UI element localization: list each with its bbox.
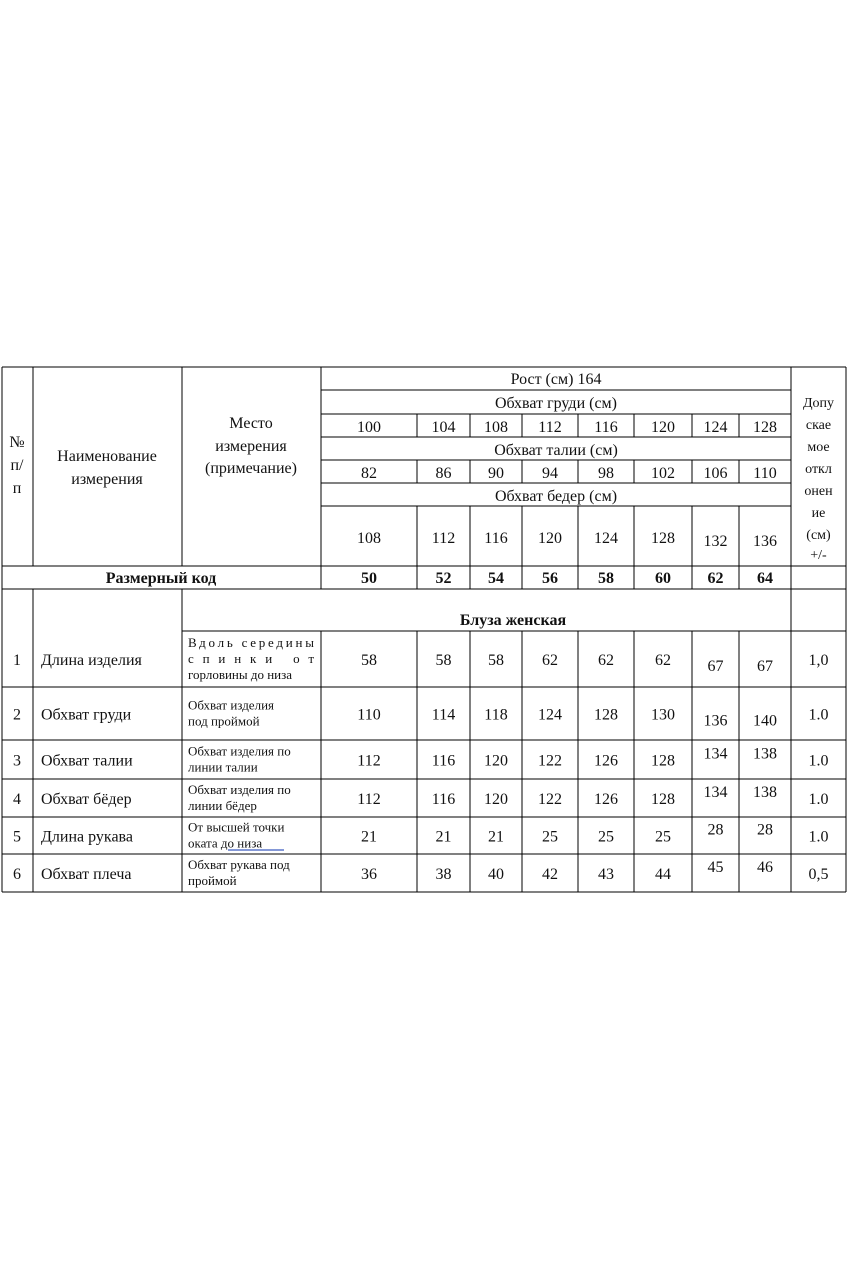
measurement-value: 43 (598, 866, 614, 883)
measurement-value: 116 (431, 752, 456, 770)
header-name-label: Наименование (57, 448, 157, 465)
header-number-label: п/ (10, 457, 24, 474)
measurement-place-text: под проймой (188, 713, 260, 729)
measurement-place-text: Вдоль середины (188, 635, 314, 650)
hip-girth-value: 136 (753, 533, 777, 550)
measurement-place-text: спинки от (188, 651, 314, 666)
hip-girth-value: 124 (594, 530, 618, 547)
row-number: 2 (13, 706, 21, 724)
measurement-value: 130 (651, 706, 675, 724)
measurement-value: 45 (707, 859, 724, 876)
chest-girth-value: 128 (753, 419, 777, 436)
hip-girth-value: 108 (357, 530, 381, 547)
tolerance-value: 1.0 (808, 791, 829, 808)
size-code-value: 62 (707, 570, 724, 587)
row-number: 6 (13, 866, 21, 883)
header-number-label: № (9, 434, 25, 451)
measurement-name: Обхват плеча (41, 866, 132, 883)
measurement-value: 58 (361, 652, 377, 669)
measurement-value: 122 (538, 752, 562, 770)
measurement-value: 112 (357, 791, 381, 808)
size-code-value: 56 (542, 570, 558, 587)
measurement-value: 67 (757, 658, 773, 675)
measurement-place-text: оката до низа (188, 835, 263, 851)
measurement-value: 42 (542, 866, 558, 883)
measurement-value: 138 (753, 745, 777, 763)
row-number: 3 (13, 752, 21, 770)
chest-girth-value: 100 (357, 419, 381, 436)
tolerance-header-label: скае (805, 418, 832, 433)
chest-girth-value: 108 (484, 419, 508, 436)
hip-girth-value: 116 (484, 530, 508, 547)
measurement-value: 128 (651, 791, 675, 808)
waist-girth-value: 106 (703, 465, 728, 482)
header-name-label: измерения (71, 471, 143, 488)
header-number-label: п (12, 480, 22, 497)
waist-girth-value: 98 (598, 465, 614, 482)
measurement-place-text: Обхват рукава под (188, 857, 290, 872)
size-code-value: 58 (598, 570, 614, 587)
measurement-name: Обхват груди (41, 706, 132, 724)
row-number: 5 (13, 828, 21, 846)
measurement-value: 67 (707, 658, 724, 675)
chest-girth-value: 116 (594, 419, 618, 436)
measurement-value: 120 (484, 791, 508, 808)
tolerance-header-label: онен (804, 484, 833, 499)
measurement-place-text: Обхват изделия по (188, 782, 291, 797)
hip-girth-value: 120 (538, 530, 562, 547)
measurement-value: 40 (488, 866, 504, 883)
tolerance-header-label: ие (811, 506, 826, 521)
measurement-place-text: линии талии (188, 759, 258, 775)
measurement-value: 21 (361, 828, 377, 846)
chest-girth-value: 124 (703, 419, 728, 436)
waist-girth-value: 82 (361, 465, 377, 482)
measurement-value: 58 (488, 652, 504, 669)
measurement-value: 118 (484, 706, 508, 724)
hip-girth-value: 112 (431, 530, 456, 547)
chest-girth-value: 112 (538, 419, 562, 436)
measurement-value: 25 (655, 828, 671, 846)
measurement-value: 25 (542, 828, 558, 846)
size-code-label: Размерный код (105, 570, 217, 587)
size-code-value: 60 (655, 570, 671, 587)
measurement-value: 21 (435, 828, 452, 846)
chest-girth-value: 120 (651, 419, 675, 436)
tolerance-header-label: +/- (810, 548, 827, 563)
height-label: Рост (см) 164 (510, 371, 602, 388)
measurement-place-text: Обхват изделия (188, 697, 275, 713)
measurement-name: Обхват талии (41, 752, 133, 770)
row-number: 1 (13, 652, 21, 669)
measurement-value: 134 (703, 745, 728, 763)
measurement-name: Длина рукава (41, 828, 133, 846)
measurement-value: 128 (651, 752, 675, 770)
measurement-value: 112 (357, 752, 381, 770)
hip-girth-value: 128 (651, 530, 675, 547)
measurement-value: 138 (753, 784, 777, 801)
measurement-value: 36 (361, 866, 377, 883)
measurement-value: 46 (757, 859, 773, 876)
measurement-value: 62 (655, 652, 671, 669)
tolerance-header-label: (см) (806, 528, 831, 543)
tolerance-value: 1,0 (808, 652, 829, 669)
measurement-value: 116 (431, 791, 456, 808)
hip-girth-value: 132 (703, 533, 728, 550)
measurement-value: 38 (435, 866, 452, 883)
measurement-value: 28 (707, 821, 724, 839)
tolerance-header-label: откл (805, 462, 832, 477)
tolerance-value: 1.0 (808, 706, 829, 724)
header-place-label: измерения (215, 438, 287, 455)
measurement-value: 25 (598, 828, 614, 846)
tolerance-value: 1.0 (808, 828, 829, 846)
measurement-place-text: Обхват изделия по (188, 743, 291, 759)
measurement-value: 120 (484, 752, 508, 770)
waist-girth-value: 110 (753, 465, 777, 482)
chest-girth-label: Обхват груди (см) (494, 395, 618, 412)
measurement-value: 122 (538, 791, 562, 808)
measurement-place-text: линии бёдер (188, 798, 257, 813)
measurement-value: 21 (488, 828, 504, 846)
measurement-value: 62 (542, 652, 558, 669)
size-code-value: 52 (435, 570, 452, 587)
header-place-label: (примечание) (205, 460, 297, 477)
tolerance-value: 1.0 (808, 752, 829, 770)
header-place-label: Место (229, 415, 273, 432)
measurement-name: Длина изделия (41, 652, 142, 669)
measurement-place-text: От высшей точки (188, 819, 285, 835)
measurement-value: 58 (435, 652, 452, 669)
waist-girth-value: 94 (542, 465, 558, 482)
size-code-value: 50 (361, 570, 377, 587)
measurement-value: 126 (594, 752, 618, 770)
tolerance-value: 0,5 (808, 866, 829, 883)
measurement-value: 136 (703, 712, 728, 730)
tolerance-header-label: Допу (802, 396, 835, 411)
size-code-value: 54 (488, 570, 504, 587)
measurement-place-text: горловины до низа (188, 667, 293, 682)
waist-girth-label: Обхват талии (см) (494, 442, 618, 459)
measurement-value: 110 (357, 706, 381, 724)
waist-girth-value: 86 (435, 465, 452, 482)
row-number: 4 (13, 791, 21, 808)
size-chart-table (0, 365, 848, 895)
measurement-value: 62 (598, 652, 614, 669)
measurement-value: 134 (703, 784, 728, 801)
hip-girth-label: Обхват бедер (см) (494, 488, 618, 505)
measurement-value: 126 (594, 791, 618, 808)
measurement-value: 114 (431, 706, 456, 724)
tolerance-header-label: мое (807, 440, 830, 455)
waist-girth-value: 90 (488, 465, 504, 482)
waist-girth-value: 102 (651, 465, 675, 482)
measurement-value: 124 (538, 706, 562, 724)
size-chart-grid (0, 365, 848, 895)
section-title: Блуза женская (459, 612, 567, 629)
measurement-value: 140 (753, 712, 777, 730)
chest-girth-value: 104 (431, 419, 456, 436)
size-code-value: 64 (757, 570, 773, 587)
measurement-value: 128 (594, 706, 618, 724)
measurement-value: 28 (757, 821, 773, 839)
measurement-place-text: проймой (188, 873, 237, 888)
measurement-name: Обхват бёдер (41, 791, 132, 808)
measurement-value: 44 (655, 866, 671, 883)
